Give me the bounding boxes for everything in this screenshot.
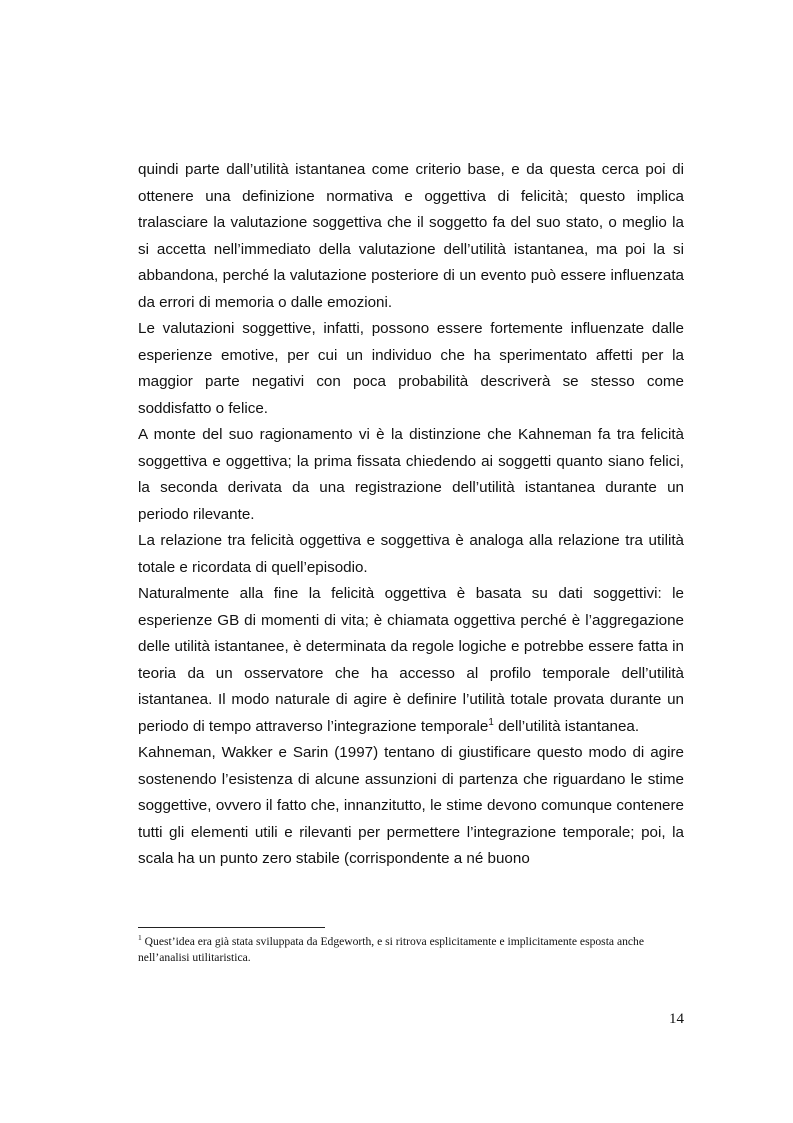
body-text [138,157,684,873]
page-number: 14 [669,1011,684,1027]
paragraph-text: dell’utilità istantanea. [498,717,640,735]
footnote-reference: 1 [488,716,494,728]
footnote-divider [138,927,325,928]
paragraph: Le valutazioni soggettive, infatti, possono essere fortemente influenzate dalle esperienze emotive, per cui un individuo che ha sperimentato affetti per la maggior parte negativi con poca probabilità descriverà se stesso come soddisfatto o felice. [138,320,684,417]
paragraph: La relazione tra felicità oggettiva e soggettiva è analoga alla relazione tra utilità totale e ricordata di quell’episodio. [138,532,684,576]
paragraph [138,581,684,740]
paragraph: A monte del suo ragionamento vi è la distinzione che Kahneman fa tra felicità soggettiva e oggettiva; la prima fissata chiedendo ai soggetti quanto siano felici, la seconda derivata da una registrazione dell’utilità istantanea durante un periodo rilevante. [138,426,684,523]
paragraph-text: Naturalmente alla fine la felicità oggettiva è basata su dati soggettivi: le esperienze GB di momenti di vita; è chiamata oggettiva perché è l’aggregazione delle utilità istantanee, è determinata da regole logiche e potrebbe essere fatta in teoria da un osservatore che ha accesso al profilo temporale dell’utilità istantanea. Il modo naturale di agire è definire l’utilità totale provata durante un periodo di tempo attraverso l’integrazione temporale [138,585,684,735]
footnote-number: 1 [138,933,142,943]
footnote [138,934,684,966]
paragraph: Kahneman, Wakker e Sarin (1997) tentano di giustificare questo modo di agire sostenendo l’esistenza di alcune assunzioni di partenza che riguardano le stime soggettive, ovvero il fatto che, innanzitutto, le stime devono comunque contenere tutti gli elementi utili e rilevanti per permettere l’integrazione temporale; poi, la scala ha un punto zero stabile (corrispondente a né buono [138,744,684,867]
footnote-text: Quest’idea era già stata sviluppata da Edgeworth, e si ritrova esplicitamente e implicitamente esposta anche nell’analisi utilitaristica. [138,935,644,964]
paragraph: quindi parte dall’utilità istantanea come criterio base, e da questa cerca poi di ottenere una definizione normativa e oggettiva di felicità; questo implica tralasciare la valutazione soggettiva che il soggetto fa del suo stato, o meglio la si accetta nell’immediato della valutazione dell’utilità istantanea, ma poi la si abbandona, perché la valutazione posteriore di un evento può essere influenzata da errori di memoria o dalle emozioni. [138,161,684,311]
